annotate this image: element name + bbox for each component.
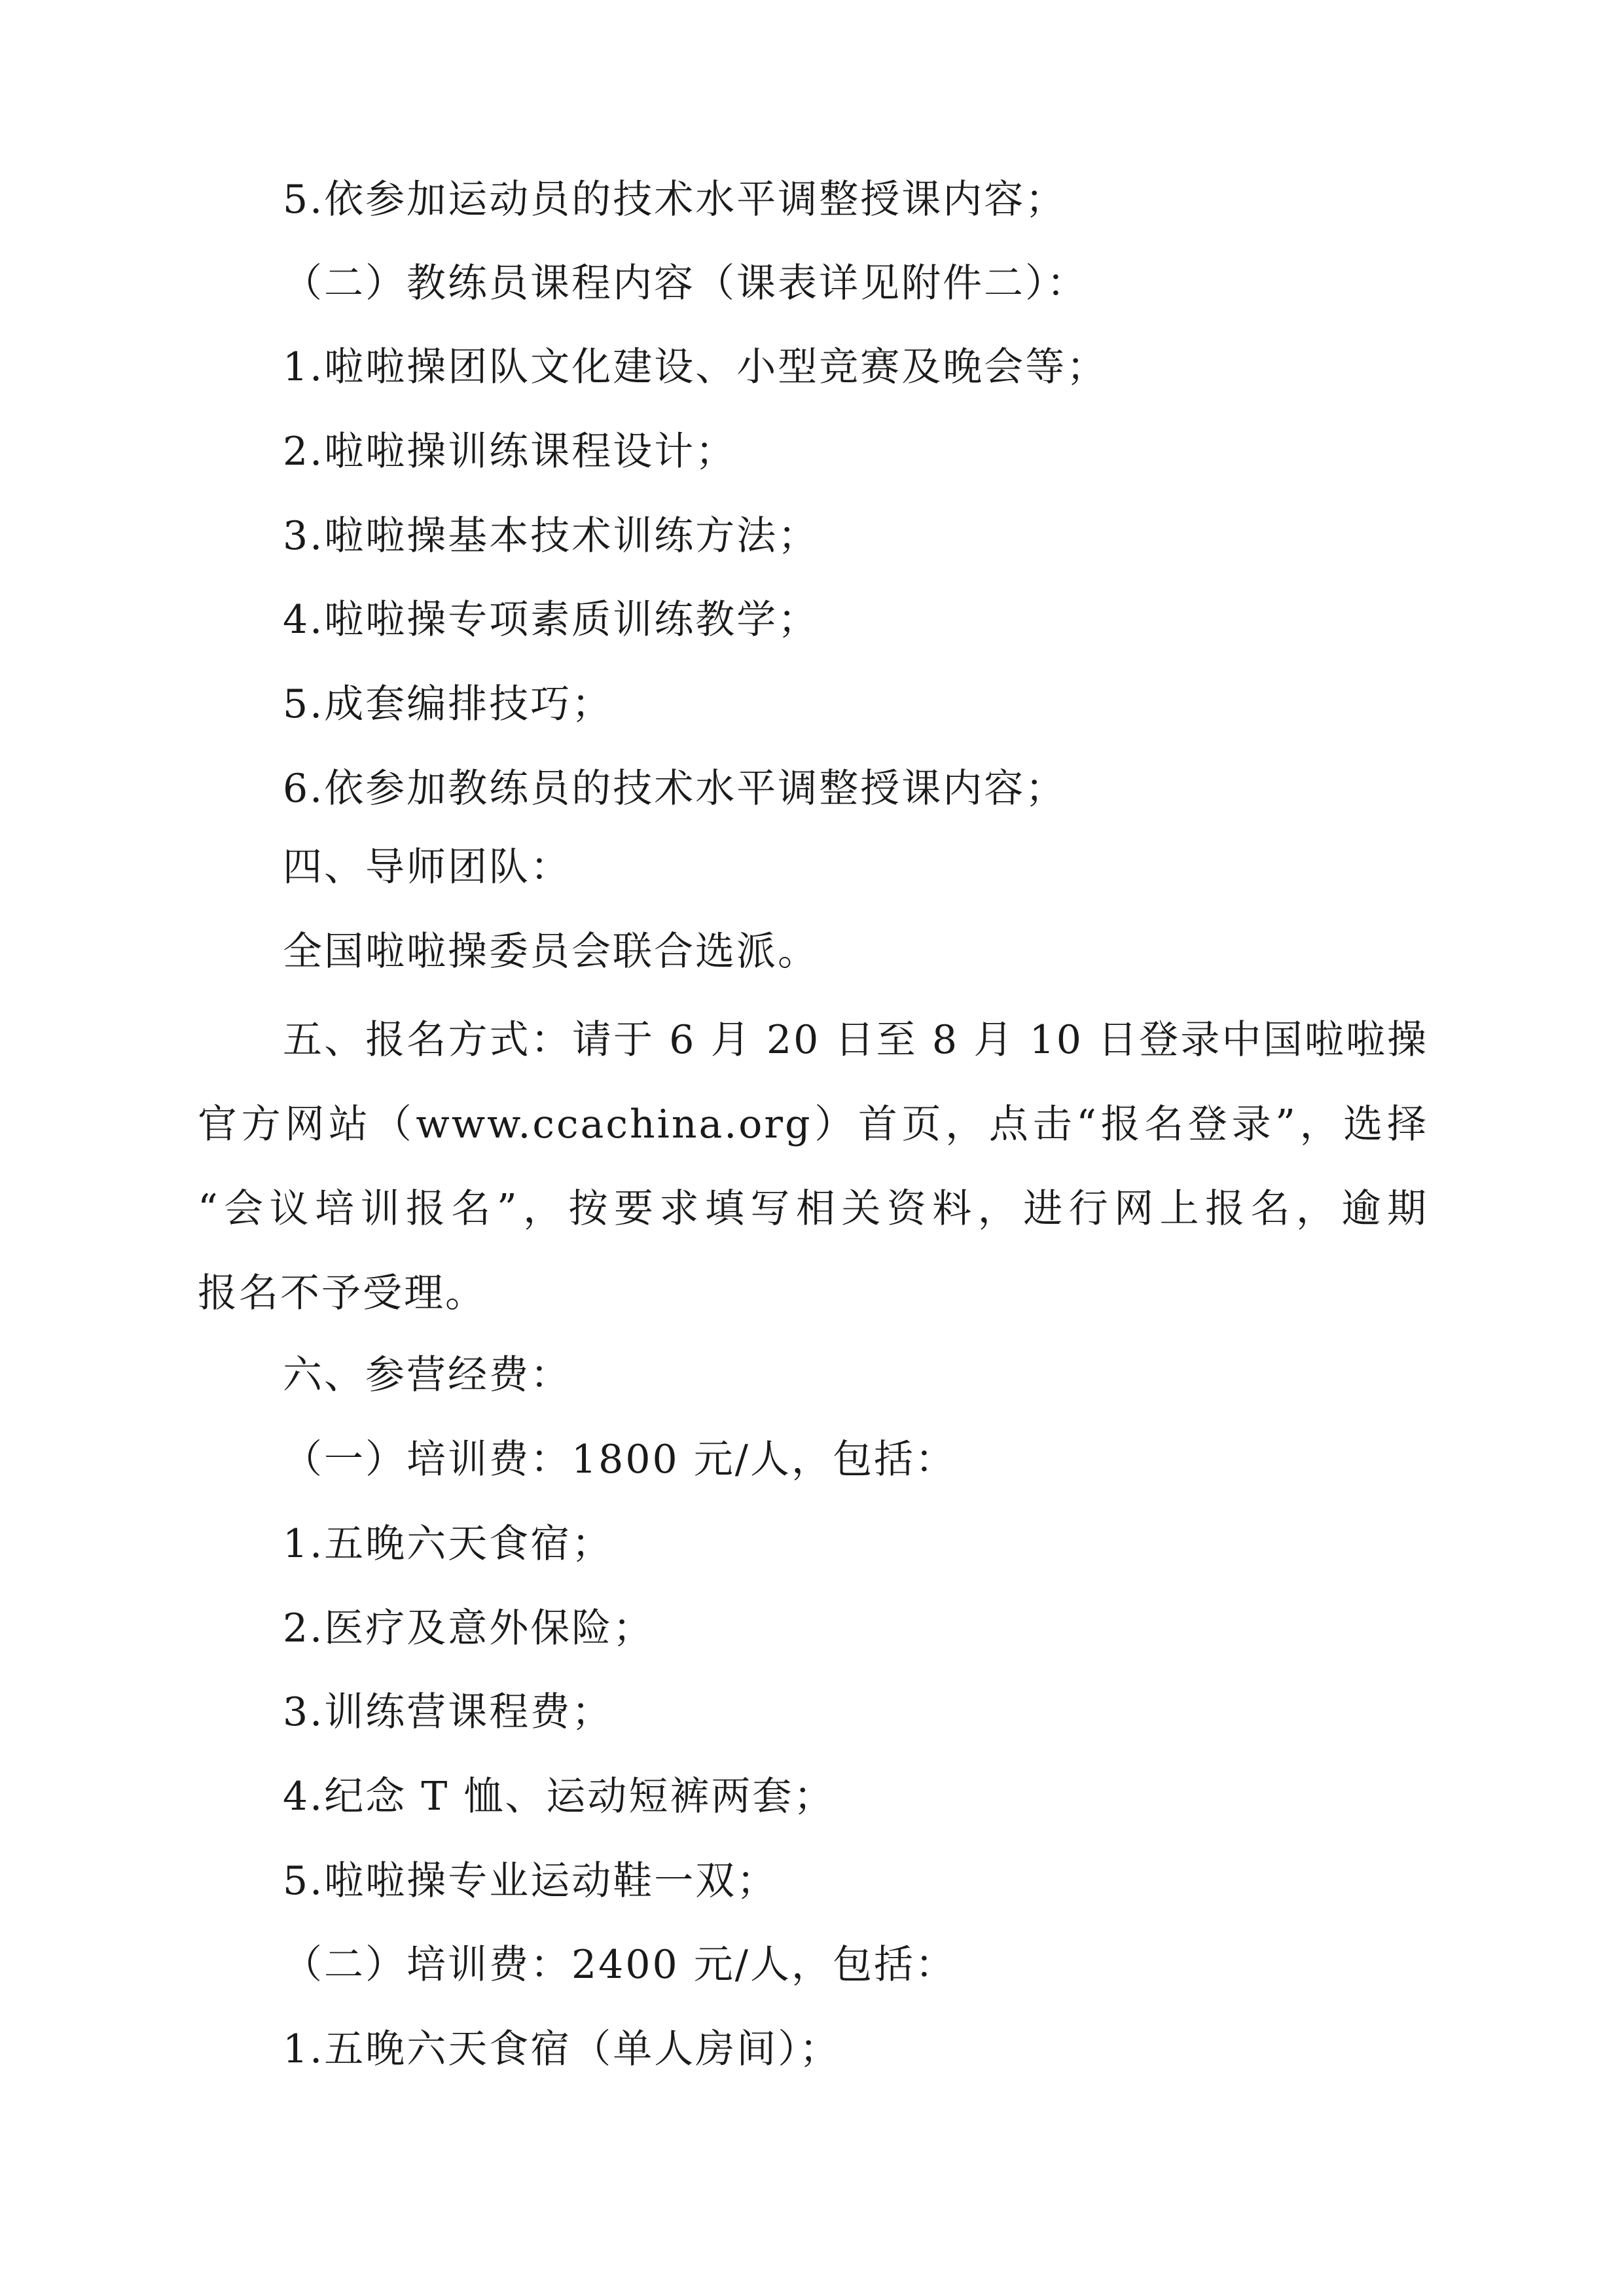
registration-line-3: “会议培训报名”，按要求填写相关资料，进行网上报名，逾期 xyxy=(198,1186,1428,1232)
section-heading-coach-course: （二）教练员课程内容（课表详见附件二）： xyxy=(283,260,1088,306)
fee-option-1-item-2: 2.医疗及意外保险； xyxy=(283,1605,655,1651)
coach-course-item-3: 3.啦啦操基本技术训练方法； xyxy=(283,513,820,559)
fee-option-1-item-5: 5.啦啦操专业运动鞋一双； xyxy=(283,1858,778,1904)
fee-option-2-heading: （二）培训费：2400 元/人，包括： xyxy=(283,1942,956,1988)
mentors-text: 全国啦啦操委员会联合选派。 xyxy=(283,929,819,975)
registration-line-4: 报名不予受理。 xyxy=(198,1270,486,1316)
coach-course-item-6: 6.依参加教练员的技术水平调整授课内容； xyxy=(283,766,1067,812)
coach-course-item-1: 1.啦啦操团队文化建设、小型竞赛及晚会等； xyxy=(283,344,1108,390)
registration-paragraph xyxy=(198,998,1428,1336)
registration-line-1: 五、报名方式：请于 6 月 20 日至 8 月 10 日登录中国啦啦操 xyxy=(283,1017,1428,1063)
fee-option-1-item-4: 4.纪念 T 恤、运动短裤两套； xyxy=(283,1774,835,1820)
fee-option-1-item-3: 3.训练营课程费； xyxy=(283,1689,613,1735)
coach-course-item-5: 5.成套编排技巧； xyxy=(283,681,613,727)
fee-option-2-item-1: 1.五晚六天食宿（单人房间）； xyxy=(283,2026,841,2072)
fee-option-1-heading: （一）培训费：1800 元/人，包括： xyxy=(283,1437,956,1482)
course-item-athlete-5: 5.依参加运动员的技术水平调整授课内容； xyxy=(283,177,1067,223)
section-heading-fees: 六、参营经费： xyxy=(283,1352,571,1398)
registration-line-2: 官方网站（www.ccachina.org）首页，点击“报名登录”，选择 xyxy=(198,1102,1428,1147)
coach-course-item-2: 2.啦啦操训练课程设计； xyxy=(283,429,737,475)
coach-course-item-4: 4.啦啦操专项素质训练教学； xyxy=(283,597,820,643)
fee-option-1-item-1: 1.五晚六天食宿； xyxy=(283,1521,613,1567)
section-heading-mentors: 四、导师团队： xyxy=(283,844,571,890)
